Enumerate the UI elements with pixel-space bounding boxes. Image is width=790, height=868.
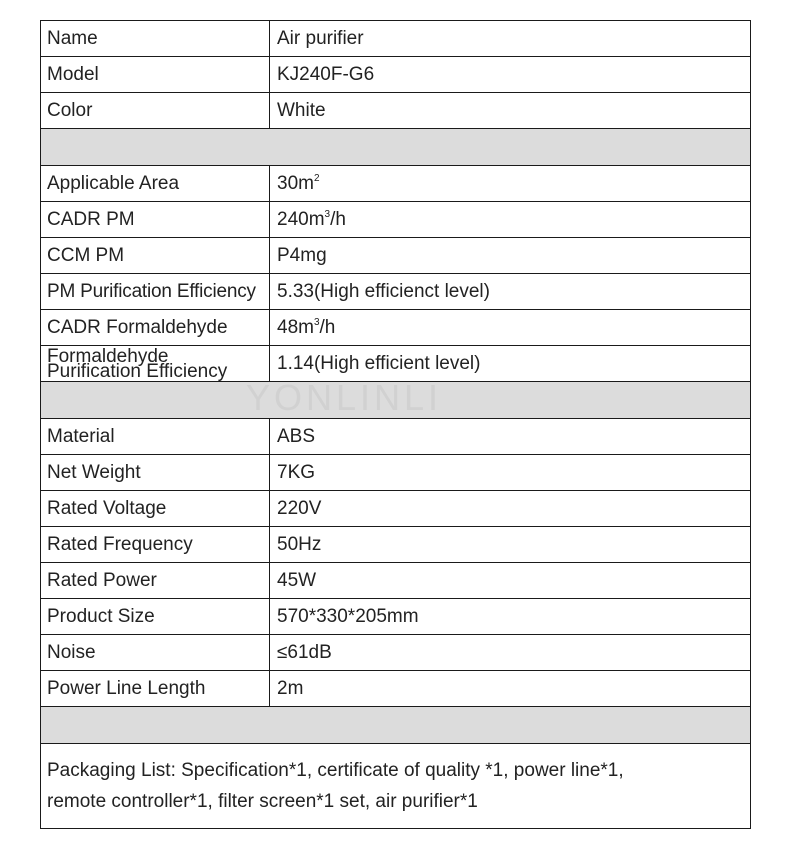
spec-row-pm-efficiency (41, 274, 751, 310)
spec-label: Net Weight (41, 455, 270, 491)
spec-label: Model (41, 57, 270, 93)
spec-row-model (41, 57, 751, 93)
spec-label: Rated Frequency (41, 527, 270, 563)
spec-value: KJ240F-G6 (270, 57, 751, 93)
spec-table (40, 20, 751, 829)
spec-label: Applicable Area (41, 166, 270, 202)
spec-row-product-size (41, 599, 751, 635)
spec-row-rated-power (41, 563, 751, 599)
spec-label: CADR PM (41, 202, 270, 238)
spec-row-cadr-pm (41, 202, 751, 238)
spec-row-rated-frequency (41, 527, 751, 563)
spec-row-material (41, 419, 751, 455)
spec-label: Power Line Length (41, 671, 270, 707)
spec-label: PM Purification Efficiency (41, 274, 270, 310)
packaging-list-row (41, 744, 751, 829)
spec-label: Rated Power (41, 563, 270, 599)
spec-row-applicable-area (41, 166, 751, 202)
spec-row-noise (41, 635, 751, 671)
section-separator (41, 129, 751, 166)
spec-value: P4mg (270, 238, 751, 274)
spec-label: Color (41, 93, 270, 129)
spec-row-ccm-pm (41, 238, 751, 274)
spec-value: Air purifier (270, 21, 751, 57)
spec-label: Product Size (41, 599, 270, 635)
spec-value: $48m^3/h$ (270, 310, 751, 346)
packaging-list: Packaging List: Specification*1, certificate of quality *1, power line*1, remote controller*1, filter screen*1 set, air purifier*1 (41, 744, 751, 829)
spec-label: CCM PM (41, 238, 270, 274)
spec-row-power-line-length (41, 671, 751, 707)
spec-row-cadr-formaldehyde (41, 310, 751, 346)
spec-value: $240m^3/h$ (270, 202, 751, 238)
spec-value: 50Hz (270, 527, 751, 563)
spec-value: ≤61dB (270, 635, 751, 671)
spec-label: Rated Voltage (41, 491, 270, 527)
spec-value: 2m (270, 671, 751, 707)
section-separator (41, 382, 751, 419)
spec-row-name (41, 21, 751, 57)
brand-watermark: YONLINLI (246, 377, 443, 418)
spec-label: Formaldehyde Purification Efficiency (41, 346, 270, 382)
spec-value: 5.33(High efficienct level) (270, 274, 751, 310)
spec-row-rated-voltage (41, 491, 751, 527)
spec-value: White (270, 93, 751, 129)
spec-value: $30m^2$ (270, 166, 751, 202)
spec-label: Noise (41, 635, 270, 671)
spec-value: 220V (270, 491, 751, 527)
spec-value: 45W (270, 563, 751, 599)
spec-value: ABS (270, 419, 751, 455)
spec-label: Material (41, 419, 270, 455)
spec-row-net-weight (41, 455, 751, 491)
spec-label: Name (41, 21, 270, 57)
spec-row-color (41, 93, 751, 129)
spec-row-formaldehyde-efficiency (41, 346, 751, 382)
section-separator (41, 707, 751, 744)
spec-value: 7KG (270, 455, 751, 491)
spec-value: 570*330*205mm (270, 599, 751, 635)
spec-value: 1.14(High efficient level) (270, 346, 751, 382)
spec-label: CADR Formaldehyde (41, 310, 270, 346)
